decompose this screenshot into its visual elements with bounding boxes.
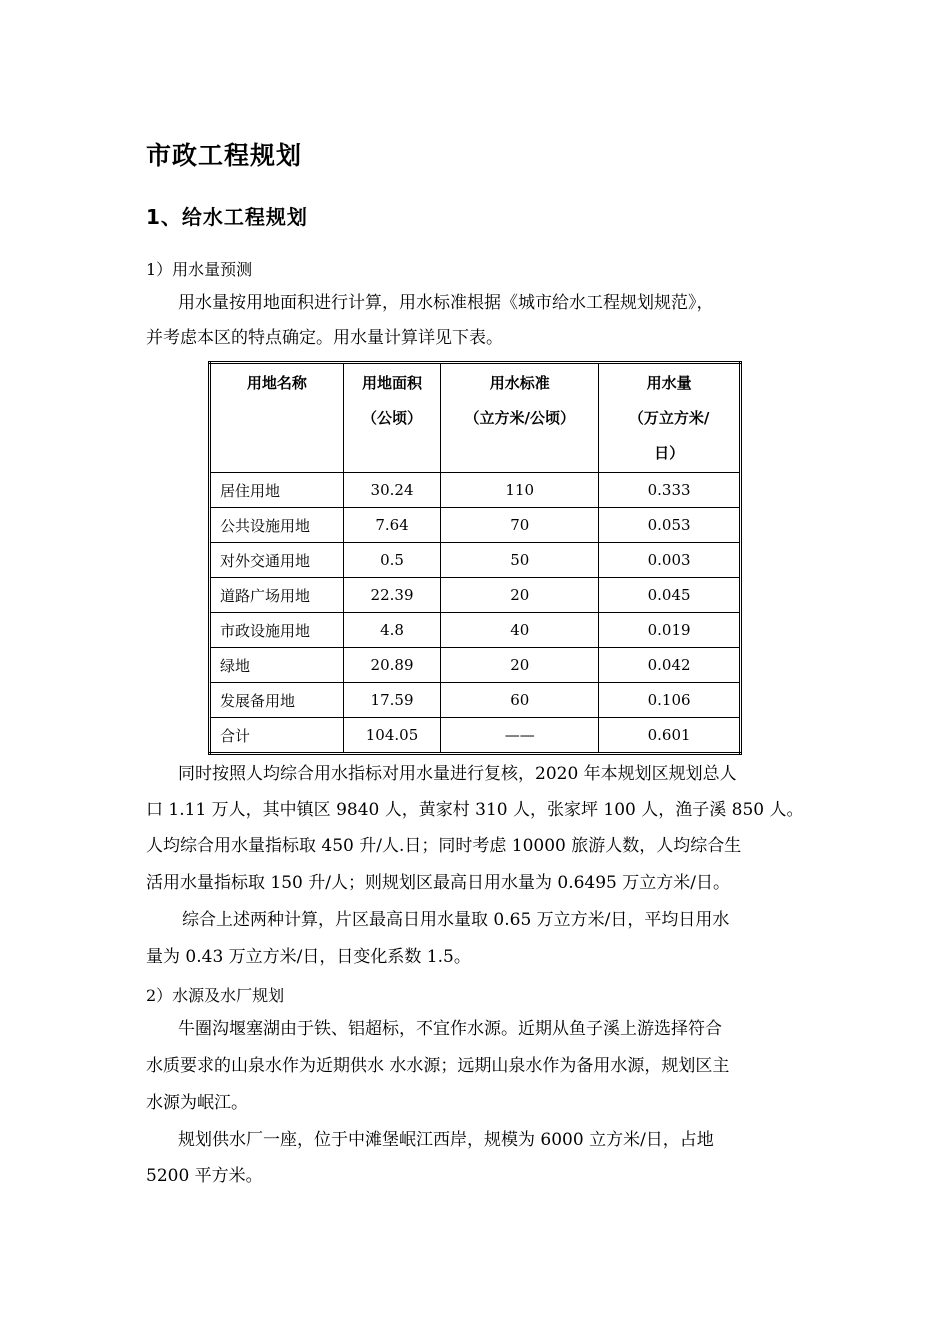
table-total-row [210,718,741,754]
table-row [210,578,741,613]
cell-volume: 0.045 [599,578,741,613]
header-land-area [343,363,441,473]
paragraph-line: 人均综合用水量指标取 450 升/人.日；同时考虑 10000 旅游人数，人均综合生 [146,836,742,856]
cell-volume: 0.003 [599,543,741,578]
header-unit: （公顷） [362,409,423,427]
table-row [210,508,741,543]
paragraph-line: 5200 平方米。 [146,1166,263,1186]
header-text: 用地名称 [246,374,307,392]
header-water-standard [441,363,599,473]
table-row [210,683,741,718]
cell-area: 20.89 [343,648,441,683]
cell-standard: —— [441,718,599,754]
cell-land-name: 对外交通用地 [210,543,344,578]
paragraph-line: 规划供水厂一座，位于中滩堡岷江西岸，规模为 6000 立方米/日，占地 [178,1130,714,1150]
cell-area: 104.05 [343,718,441,754]
table-row [210,473,741,508]
header-unit: （万立方米/ [628,409,710,427]
header-land-name [210,363,344,473]
subheading-water-source: 2）水源及水厂规划 [146,986,285,1005]
cell-volume: 0.333 [599,473,741,508]
paragraph-line: 活用水量指标取 150 升/人；则规划区最高日用水量为 0.6495 万立方米/日。 [146,873,731,893]
paragraph-line: 用水量按用地面积进行计算，用水标准根据《城市给水工程规划规范》， [178,293,714,313]
cell-area: 0.5 [343,543,441,578]
cell-standard: 20 [441,578,599,613]
header-text: 用水标准 [489,374,550,392]
header-unit: （立方米/公顷） [464,409,575,427]
paragraph-line: 综合上述两种计算，片区最高日用水量取 0.65 万立方米/日，平均日用水 [182,910,730,930]
table-row [210,648,741,683]
table-row [210,543,741,578]
paragraph-line: 牛圈沟堰塞湖由于铁、铝超标，不宜作水源。近期从鱼子溪上游选择符合 [178,1019,722,1039]
subheading-water-demand: 1）用水量预测 [146,260,253,279]
cell-standard: 60 [441,683,599,718]
header-text: 用地面积 [362,374,423,392]
cell-volume: 0.106 [599,683,741,718]
section-heading-water-supply: 1、给水工程规划 [146,205,308,229]
paragraph-line: 同时按照人均综合用水指标对用水量进行复核，2020 年本规划区规划总人 [178,764,737,784]
cell-volume: 0.053 [599,508,741,543]
cell-area: 30.24 [343,473,441,508]
cell-area: 4.8 [343,613,441,648]
cell-land-name: 发展备用地 [210,683,344,718]
cell-standard: 20 [441,648,599,683]
cell-area: 17.59 [343,683,441,718]
paragraph-line: 口 1.11 万人，其中镇区 9840 人，黄家村 310 人，张家坪 100 人，渔子溪 850 人。 [146,800,804,820]
water-demand-table [208,361,742,755]
cell-standard: 50 [441,543,599,578]
header-unit: 日） [654,444,685,462]
table-header-row [210,363,741,473]
cell-standard: 110 [441,473,599,508]
header-text: 用水量 [646,374,692,392]
paragraph-line: 水源为岷江。 [146,1093,248,1113]
paragraph-line: 量为 0.43 万立方米/日，日变化系数 1.5。 [146,947,471,967]
cell-volume: 0.019 [599,613,741,648]
cell-land-name: 合计 [210,718,344,754]
paragraph-line: 水质要求的山泉水作为近期供水 水水源；远期山泉水作为备用水源，规划区主 [146,1056,730,1076]
cell-land-name: 绿地 [210,648,344,683]
cell-area: 22.39 [343,578,441,613]
header-water-volume [599,363,741,473]
cell-area: 7.64 [343,508,441,543]
cell-land-name: 道路广场用地 [210,578,344,613]
cell-standard: 40 [441,613,599,648]
cell-land-name: 市政设施用地 [210,613,344,648]
paragraph-line: 并考虑本区的特点确定。用水量计算详见下表。 [146,328,503,348]
cell-volume: 0.042 [599,648,741,683]
page-title: 市政工程规划 [146,141,303,170]
cell-land-name: 居住用地 [210,473,344,508]
cell-land-name: 公共设施用地 [210,508,344,543]
table-row [210,613,741,648]
cell-volume: 0.601 [599,718,741,754]
cell-standard: 70 [441,508,599,543]
